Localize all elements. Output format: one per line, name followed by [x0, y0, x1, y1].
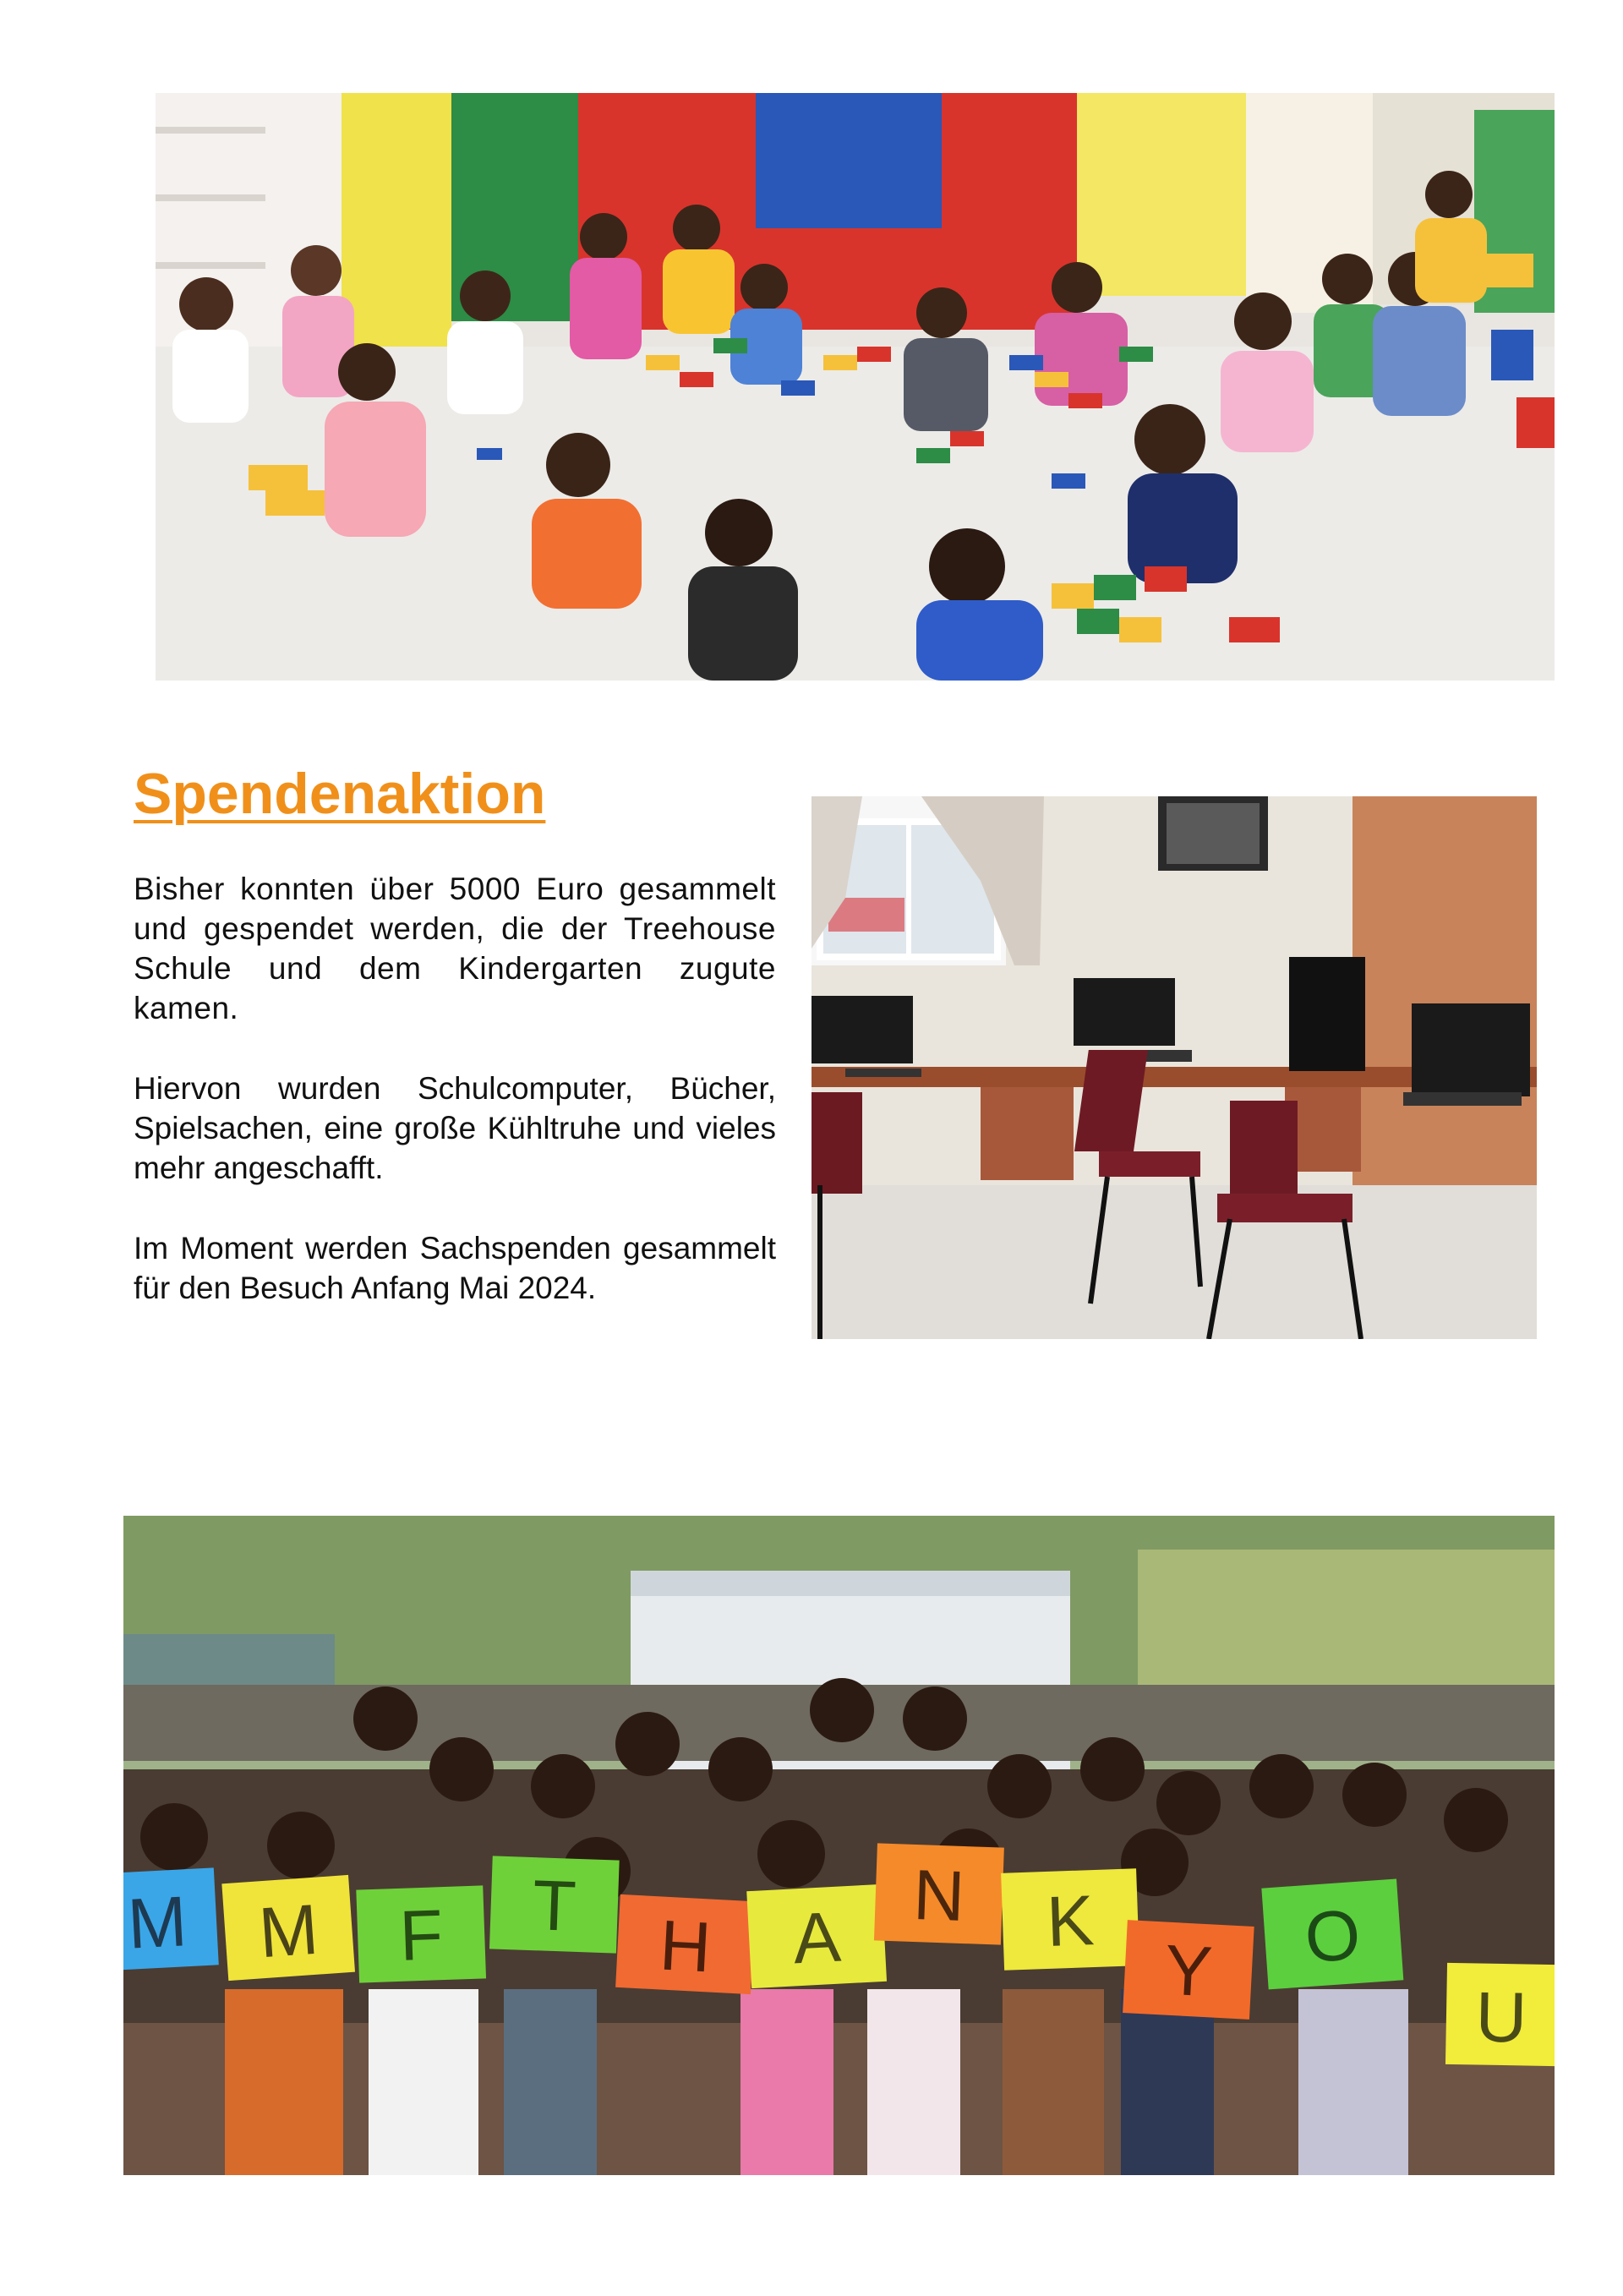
sign-letter: A [790, 1896, 843, 1979]
sign-letter: N [911, 1854, 966, 1937]
photo-computer-room [812, 796, 1537, 1339]
sign-letter: K [1045, 1880, 1096, 1961]
sign-letter: M [125, 1881, 189, 1964]
section-heading: Spendenaktion [134, 762, 546, 826]
sign-letter: M [256, 1889, 321, 1973]
sign-letter: U [1474, 1976, 1528, 2058]
sign-letter: F [397, 1894, 445, 1976]
paragraph-current-collection: Im Moment werden Sachspenden gesammelt für den Besuch Anfang Mai 2024. [134, 1231, 776, 1305]
section-body [134, 869, 776, 1348]
paragraph-purchases: Hiervon wurden Schulcomputer, Bücher, Spielsachen, eine große Kühltruhe und vieles mehr angeschafft. [134, 1071, 776, 1185]
photo-children-thank-you-signs [123, 1516, 1555, 2175]
sign-letter: Y [1162, 1929, 1215, 2012]
sign-letter: O [1302, 1894, 1363, 1978]
paragraph-donations-total: Bisher konnten über 5000 Euro gesammelt und gespendet werden, die der Treehouse Schule und dem Kindergarten zugute kamen. [134, 872, 776, 1025]
photo-children-playing-blocks [156, 93, 1555, 681]
sign-letter: T [531, 1865, 578, 1946]
sign-letter: H [658, 1905, 713, 1987]
